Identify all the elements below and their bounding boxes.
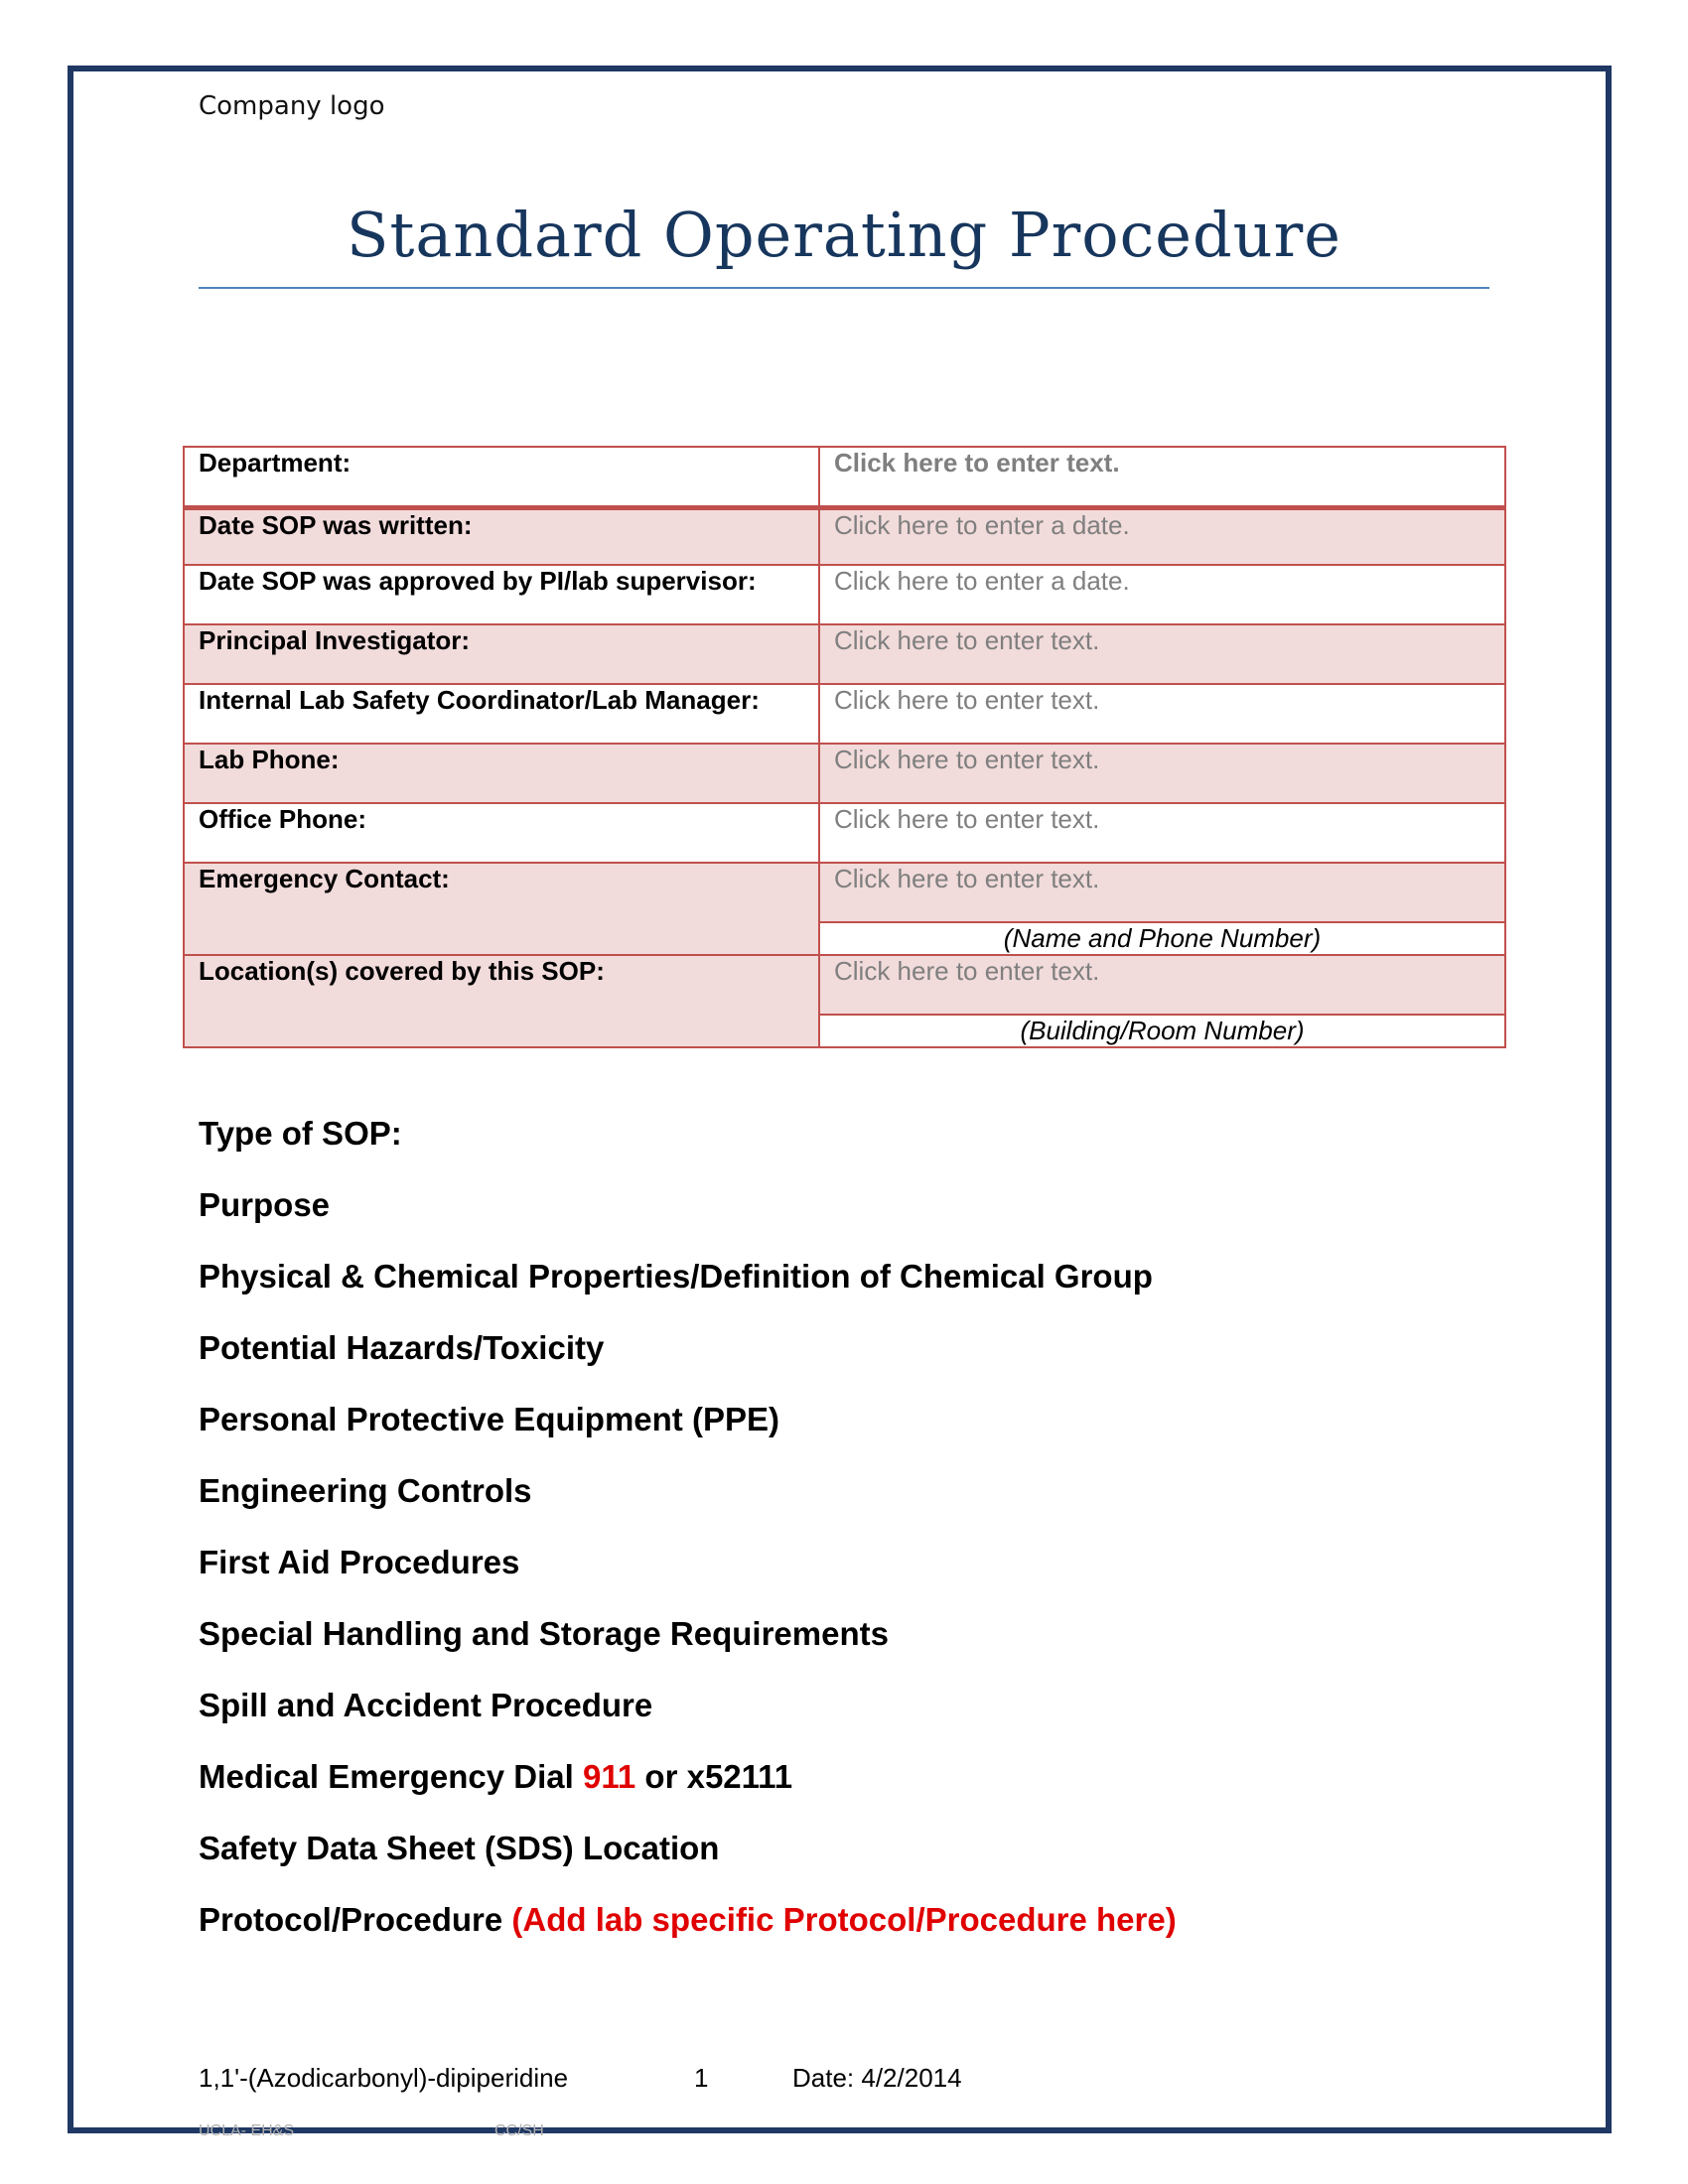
table-row — [184, 624, 1505, 684]
emergency-contact-field[interactable]: Click here to enter text. — [819, 863, 1505, 922]
section-engineering: Engineering Controls — [199, 1472, 532, 1509]
sop-info-table — [183, 446, 1506, 1048]
table-row — [184, 684, 1505, 744]
protocol-note: (Add lab specific Protocol/Procedure here) — [511, 1901, 1177, 1938]
protocol-heading: Protocol/Procedure — [199, 1901, 512, 1938]
date-approved-label: Date SOP was approved by PI/lab supervisor: — [184, 565, 819, 624]
date-approved-field[interactable]: Click here to enter a date. — [819, 565, 1505, 624]
date-written-label: Date SOP was written: — [184, 507, 819, 565]
table-row — [184, 863, 1505, 922]
table-row — [184, 565, 1505, 624]
table-row — [184, 955, 1505, 1015]
emergency-contact-hint: (Name and Phone Number) — [819, 922, 1505, 955]
medical-suffix: or x52111 — [635, 1758, 793, 1795]
emergency-number: 911 — [583, 1758, 636, 1795]
footer-date: Date: 4/2/2014 — [792, 2063, 962, 2093]
location-field[interactable]: Click here to enter text. — [819, 955, 1505, 1015]
section-properties: Physical & Chemical Properties/Definition of Chemical Group — [199, 1258, 1153, 1295]
page-title: Standard Operating Procedure — [347, 199, 1341, 271]
section-handling: Special Handling and Storage Requirements — [199, 1615, 889, 1652]
pi-field[interactable]: Click here to enter text. — [819, 624, 1505, 684]
emergency-contact-label: Emergency Contact: — [184, 863, 819, 955]
footer-initials: CC/SH — [494, 2122, 544, 2139]
lab-phone-field[interactable]: Click here to enter text. — [819, 744, 1505, 803]
location-label: Location(s) covered by this SOP: — [184, 955, 819, 1047]
department-label: Department: — [184, 447, 819, 507]
office-phone-label: Office Phone: — [184, 803, 819, 863]
footer-page-number: 1 — [694, 2063, 709, 2093]
section-type: Type of SOP: — [199, 1115, 402, 1152]
date-written-field[interactable]: Click here to enter a date. — [819, 507, 1505, 565]
location-hint: (Building/Room Number) — [819, 1015, 1505, 1047]
safety-coordinator-field[interactable]: Click here to enter text. — [819, 684, 1505, 744]
footer-chemical: 1,1'-(Azodicarbonyl)-dipiperidine — [199, 2063, 569, 2093]
section-first-aid: First Aid Procedures — [199, 1544, 520, 1580]
table-row — [184, 803, 1505, 863]
table-row — [184, 507, 1505, 565]
table-row — [184, 447, 1505, 507]
section-purpose: Purpose — [199, 1186, 331, 1223]
medical-prefix: Medical Emergency Dial — [199, 1758, 583, 1795]
title-underline — [199, 287, 1489, 289]
section-protocol — [199, 1898, 1177, 1970]
section-sds: Safety Data Sheet (SDS) Location — [199, 1830, 720, 1866]
department-field[interactable]: Click here to enter text. — [819, 447, 1505, 507]
company-logo-placeholder: Company logo — [199, 91, 385, 121]
section-spill: Spill and Accident Procedure — [199, 1687, 653, 1723]
sop-sections — [199, 1112, 1177, 1970]
section-ppe: Personal Protective Equipment (PPE) — [199, 1401, 779, 1437]
pi-label: Principal Investigator: — [184, 624, 819, 684]
section-hazards: Potential Hazards/Toxicity — [199, 1329, 605, 1366]
section-medical-emergency — [199, 1755, 1177, 1827]
safety-coordinator-label: Internal Lab Safety Coordinator/Lab Manager: — [184, 684, 819, 744]
table-row — [184, 744, 1505, 803]
footer-org: UCLA- EH&S — [199, 2122, 295, 2139]
lab-phone-label: Lab Phone: — [184, 744, 819, 803]
office-phone-field[interactable]: Click here to enter text. — [819, 803, 1505, 863]
